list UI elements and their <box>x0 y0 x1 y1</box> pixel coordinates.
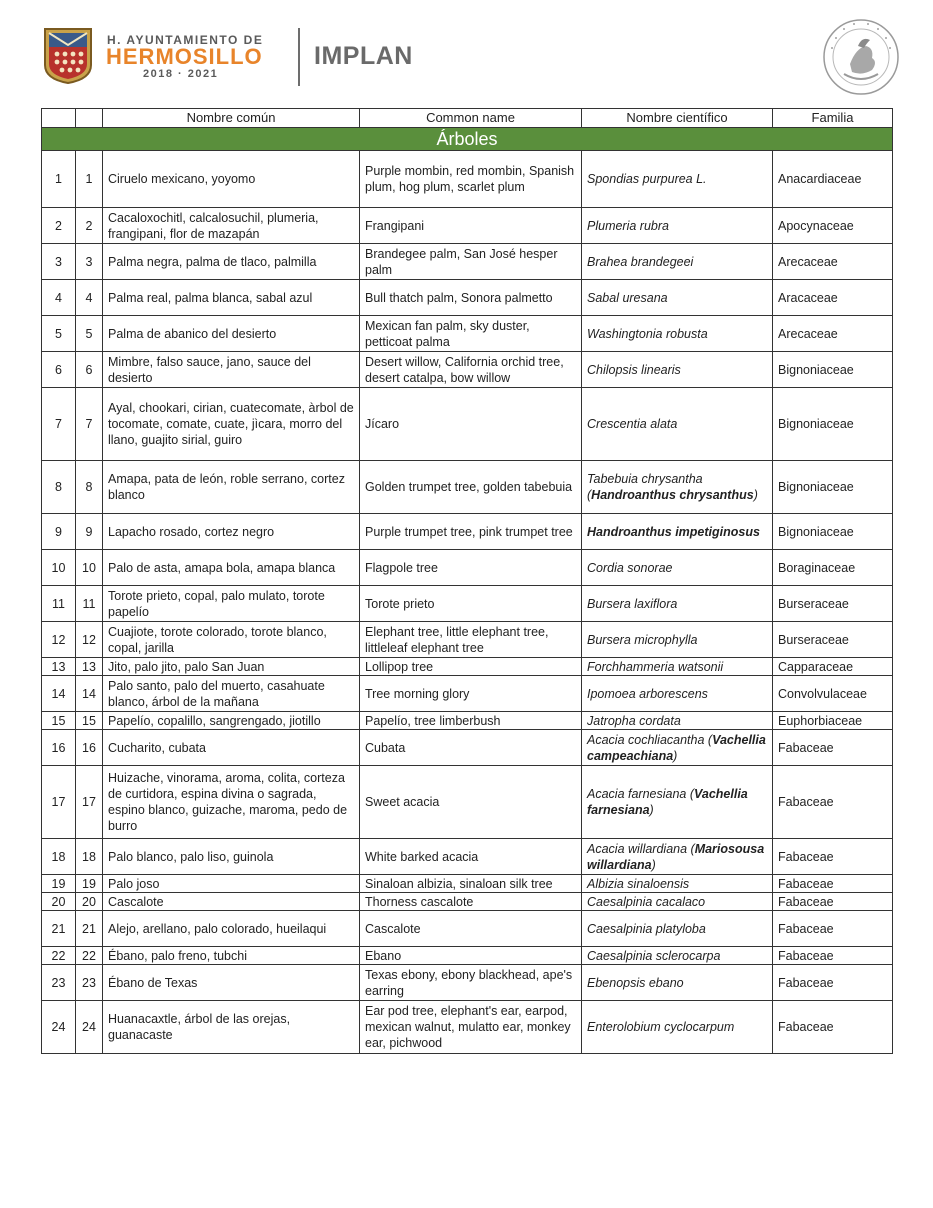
row-index: 20 <box>42 893 76 911</box>
common-name-cell: Cubata <box>360 730 582 766</box>
table-row <box>42 965 893 1001</box>
table-row <box>42 280 893 316</box>
city-name: HERMOSILLO <box>106 44 263 69</box>
familia-cell: Bignoniaceae <box>773 388 893 461</box>
nombre-cientifico-cell <box>582 461 773 514</box>
table-row <box>42 893 893 911</box>
nombre-comun-cell: Torote prieto, copal, palo mulato, torote papelío <box>103 586 360 622</box>
common-name-cell: Ebano <box>360 947 582 965</box>
scientific-name: Cordia sonorae <box>587 560 673 575</box>
row-number: 17 <box>76 766 103 839</box>
common-name-cell: Cascalote <box>360 911 582 947</box>
row-index: 16 <box>42 730 76 766</box>
familia-cell: Burseraceae <box>773 622 893 658</box>
page-header <box>0 0 933 100</box>
row-index: 22 <box>42 947 76 965</box>
nombre-comun-cell: Ébano de Texas <box>103 965 360 1001</box>
col-header-number <box>76 109 103 128</box>
familia-cell: Capparaceae <box>773 658 893 676</box>
common-name-cell: White barked acacia <box>360 839 582 875</box>
row-index: 19 <box>42 875 76 893</box>
common-name-cell: Sinaloan albizia, sinaloan silk tree <box>360 875 582 893</box>
scientific-name: Chilopsis linearis <box>587 362 681 377</box>
familia-cell: Convolvulaceae <box>773 676 893 712</box>
table-row <box>42 766 893 839</box>
nombre-comun-cell: Palma de abanico del desierto <box>103 316 360 352</box>
nombre-cientifico-cell <box>582 893 773 911</box>
row-number: 4 <box>76 280 103 316</box>
common-name-cell: Purple trumpet tree, pink trumpet tree <box>360 514 582 550</box>
header-divider <box>298 28 300 86</box>
scientific-name: Acacia willardiana ( <box>587 841 695 856</box>
scientific-name: Washingtonia robusta <box>587 326 708 341</box>
nombre-comun-cell: Papelío, copalillo, sangrengado, jiotillo <box>103 712 360 730</box>
table-row <box>42 352 893 388</box>
scientific-name: Acacia farnesiana ( <box>587 787 695 801</box>
common-name-cell: Sweet acacia <box>360 766 582 839</box>
familia-cell: Fabaceae <box>773 965 893 1001</box>
row-number: 7 <box>76 388 103 461</box>
nombre-cientifico-cell <box>582 911 773 947</box>
row-number: 12 <box>76 622 103 658</box>
nombre-cientifico-cell <box>582 875 773 893</box>
nombre-cientifico-cell <box>582 965 773 1001</box>
row-index: 1 <box>42 151 76 208</box>
row-number: 19 <box>76 875 103 893</box>
row-number: 5 <box>76 316 103 352</box>
nombre-comun-cell: Palo santo, palo del muerto, casahuate blanco, árbol de la mañana <box>103 676 360 712</box>
nombre-comun-cell: Ayal, chookari, cirian, cuatecomate, àrbol de tocomate, comate, cuate, jìcara, morro del llano, guajito sirial, guiro <box>103 388 360 461</box>
table-header-row <box>42 109 893 128</box>
nombre-comun-cell: Cascalote <box>103 893 360 911</box>
table-row <box>42 658 893 676</box>
section-row <box>42 128 893 151</box>
section-title: Árboles <box>42 128 893 151</box>
nombre-comun-cell: Alejo, arellano, palo colorado, hueilaqui <box>103 911 360 947</box>
row-number: 13 <box>76 658 103 676</box>
row-index: 4 <box>42 280 76 316</box>
nombre-cientifico-cell <box>582 316 773 352</box>
row-number: 2 <box>76 208 103 244</box>
table-row <box>42 947 893 965</box>
familia-cell: Fabaceae <box>773 766 893 839</box>
scientific-name: Bursera microphylla <box>587 632 698 647</box>
row-index: 11 <box>42 586 76 622</box>
scientific-name-tail: ) <box>673 748 678 763</box>
common-name-cell: Frangipani <box>360 208 582 244</box>
ayuntamiento-title: H. AYUNTAMIENTO DE <box>107 33 264 47</box>
nombre-cientifico-cell <box>582 947 773 965</box>
scientific-synonym: Mariosousa willardiana <box>587 841 765 872</box>
common-name-cell: Bull thatch palm, Sonora palmetto <box>360 280 582 316</box>
nombre-comun-cell: Palma real, palma blanca, sabal azul <box>103 280 360 316</box>
row-number: 21 <box>76 911 103 947</box>
scientific-name-tail: ) <box>651 857 656 872</box>
table-row <box>42 514 893 550</box>
scientific-name: Ebenopsis ebano <box>587 975 684 990</box>
row-number: 23 <box>76 965 103 1001</box>
row-number: 22 <box>76 947 103 965</box>
scientific-name: Sabal uresana <box>587 290 668 305</box>
familia-cell: Bignoniaceae <box>773 514 893 550</box>
row-number: 9 <box>76 514 103 550</box>
common-name-cell: Thorness cascalote <box>360 893 582 911</box>
nombre-cientifico-cell <box>582 244 773 280</box>
species-table <box>41 108 893 1054</box>
nombre-comun-cell: Palo de asta, amapa bola, amapa blanca <box>103 550 360 586</box>
scientific-name: Jatropha cordata <box>587 713 681 728</box>
scientific-synonym: Vachellia campeachiana <box>587 732 766 763</box>
nombre-cientifico-cell <box>582 622 773 658</box>
table-row <box>42 875 893 893</box>
nombre-comun-cell: Cacaloxochitl, calcalosuchil, plumeria, frangipani, flor de mazapán <box>103 208 360 244</box>
common-name-cell: Purple mombin, red mombin, Spanish plum, hog plum, scarlet plum <box>360 151 582 208</box>
row-number: 14 <box>76 676 103 712</box>
scientific-name: Tabebuia chrysantha ( <box>587 472 703 502</box>
row-index: 17 <box>42 766 76 839</box>
nombre-cientifico-cell <box>582 1001 773 1054</box>
nombre-cientifico-cell <box>582 514 773 550</box>
table-row <box>42 244 893 280</box>
row-index: 6 <box>42 352 76 388</box>
table-row <box>42 839 893 875</box>
familia-cell: Fabaceae <box>773 875 893 893</box>
row-index: 2 <box>42 208 76 244</box>
administration-years: 2018 · 2021 <box>143 68 219 80</box>
familia-cell: Fabaceae <box>773 893 893 911</box>
row-index: 24 <box>42 1001 76 1054</box>
row-index: 7 <box>42 388 76 461</box>
common-name-cell: Texas ebony, ebony blackhead, ape's earring <box>360 965 582 1001</box>
common-name-cell: Mexican fan palm, sky duster, petticoat palma <box>360 316 582 352</box>
row-number: 3 <box>76 244 103 280</box>
row-index: 5 <box>42 316 76 352</box>
col-header-familia: Familia <box>773 109 893 128</box>
scientific-name: Forchhammeria watsonii <box>587 659 724 674</box>
col-header-nombre-cientifico: Nombre científico <box>582 109 773 128</box>
nombre-comun-cell: Lapacho rosado, cortez negro <box>103 514 360 550</box>
table-row <box>42 388 893 461</box>
scientific-name: Spondias purpurea L. <box>587 172 707 186</box>
row-number: 16 <box>76 730 103 766</box>
nombre-cientifico-cell <box>582 388 773 461</box>
row-number: 11 <box>76 586 103 622</box>
familia-cell: Arecaceae <box>773 244 893 280</box>
nombre-comun-cell: Mimbre, falso sauce, jano, sauce del desierto <box>103 352 360 388</box>
familia-cell: Bignoniaceae <box>773 461 893 514</box>
scientific-name: Bursera laxiflora <box>587 596 678 611</box>
scientific-name: Enterolobium cyclocarpum <box>587 1020 735 1034</box>
scientific-name: Plumeria rubra <box>587 218 669 233</box>
scientific-name: Ipomoea arborescens <box>587 686 708 701</box>
row-index: 23 <box>42 965 76 1001</box>
table-row <box>42 586 893 622</box>
table-row <box>42 622 893 658</box>
scientific-name: Acacia cochliacantha ( <box>587 732 713 747</box>
nombre-comun-cell: Palo joso <box>103 875 360 893</box>
nombre-cientifico-cell <box>582 208 773 244</box>
row-index: 13 <box>42 658 76 676</box>
common-name-cell: Golden trumpet tree, golden tabebuia <box>360 461 582 514</box>
common-name-cell: Lollipop tree <box>360 658 582 676</box>
familia-cell: Anacardiaceae <box>773 151 893 208</box>
nombre-comun-cell: Huanacaxtle, árbol de las orejas, guanacaste <box>103 1001 360 1054</box>
row-number: 10 <box>76 550 103 586</box>
nombre-cientifico-cell <box>582 712 773 730</box>
common-name-cell: Flagpole tree <box>360 550 582 586</box>
nombre-cientifico-cell <box>582 550 773 586</box>
scientific-synonym: Vachellia farnesiana <box>587 787 748 817</box>
row-number: 8 <box>76 461 103 514</box>
familia-cell: Apocynaceae <box>773 208 893 244</box>
table-row <box>42 461 893 514</box>
familia-cell: Fabaceae <box>773 947 893 965</box>
table-row <box>42 151 893 208</box>
nombre-comun-cell: Huizache, vinorama, aroma, colita, corteza de curtidora, espina divina o sagrada, espino blanco, guizache, maroma, pedo de burro <box>103 766 360 839</box>
familia-cell: Fabaceae <box>773 911 893 947</box>
row-index: 8 <box>42 461 76 514</box>
col-header-index <box>42 109 76 128</box>
table-row <box>42 730 893 766</box>
nombre-comun-cell: Palma negra, palma de tlaco, palmilla <box>103 244 360 280</box>
row-index: 21 <box>42 911 76 947</box>
common-name-cell: Elephant tree, little elephant tree, littleleaf elephant tree <box>360 622 582 658</box>
nombre-cientifico-cell <box>582 839 773 875</box>
scientific-name: Caesalpinia sclerocarpa <box>587 948 721 963</box>
row-index: 18 <box>42 839 76 875</box>
table-row <box>42 208 893 244</box>
row-index: 3 <box>42 244 76 280</box>
scientific-name-tail: ) <box>753 488 758 502</box>
common-name-cell: Torote prieto <box>360 586 582 622</box>
scientific-name-tail: ) <box>649 803 654 817</box>
common-name-cell: Desert willow, California orchid tree, desert catalpa, bow willow <box>360 352 582 388</box>
familia-cell: Boraginaceae <box>773 550 893 586</box>
nombre-comun-cell: Palo blanco, palo liso, guinola <box>103 839 360 875</box>
familia-cell: Fabaceae <box>773 839 893 875</box>
nombre-comun-cell: Ébano, palo freno, tubchi <box>103 947 360 965</box>
row-index: 12 <box>42 622 76 658</box>
scientific-synonym: Handroanthus impetiginosus <box>587 524 760 539</box>
familia-cell: Aracaceae <box>773 280 893 316</box>
row-number: 24 <box>76 1001 103 1054</box>
common-name-cell: Papelío, tree limberbush <box>360 712 582 730</box>
common-name-cell: Tree morning glory <box>360 676 582 712</box>
nombre-cientifico-cell <box>582 151 773 208</box>
nombre-cientifico-cell <box>582 730 773 766</box>
table-row <box>42 911 893 947</box>
scientific-name: Brahea brandegeei <box>587 254 694 269</box>
familia-cell: Arecaceae <box>773 316 893 352</box>
row-index: 10 <box>42 550 76 586</box>
scientific-name: Crescentia alata <box>587 417 678 431</box>
nombre-comun-cell: Ciruelo mexicano, yoyomo <box>103 151 360 208</box>
nombre-cientifico-cell <box>582 676 773 712</box>
table-row <box>42 712 893 730</box>
hermosillo-crest-logo <box>43 27 93 85</box>
familia-cell: Burseraceae <box>773 586 893 622</box>
col-header-nombre-comun: Nombre común <box>103 109 360 128</box>
nombre-comun-cell: Jito, palo jito, palo San Juan <box>103 658 360 676</box>
familia-cell: Fabaceae <box>773 1001 893 1054</box>
nombre-cientifico-cell <box>582 658 773 676</box>
row-number: 18 <box>76 839 103 875</box>
familia-cell: Fabaceae <box>773 730 893 766</box>
table-row <box>42 676 893 712</box>
scientific-synonym: Handroanthus chrysanthus <box>591 488 754 502</box>
implan-logo: IMPLAN <box>314 42 413 70</box>
mexico-national-seal-icon <box>822 18 900 96</box>
nombre-cientifico-cell <box>582 280 773 316</box>
nombre-cientifico-cell <box>582 766 773 839</box>
table-row <box>42 316 893 352</box>
nombre-cientifico-cell <box>582 586 773 622</box>
scientific-name: Albizia sinaloensis <box>587 876 690 891</box>
nombre-comun-cell: Cucharito, cubata <box>103 730 360 766</box>
row-index: 14 <box>42 676 76 712</box>
table-row <box>42 550 893 586</box>
nombre-comun-cell: Cuajiote, torote colorado, torote blanco, copal, jarilla <box>103 622 360 658</box>
table-row <box>42 1001 893 1054</box>
row-index: 9 <box>42 514 76 550</box>
familia-cell: Euphorbiaceae <box>773 712 893 730</box>
row-index: 15 <box>42 712 76 730</box>
familia-cell: Bignoniaceae <box>773 352 893 388</box>
nombre-comun-cell: Amapa, pata de león, roble serrano, cortez blanco <box>103 461 360 514</box>
scientific-name: Caesalpinia cacalaco <box>587 894 706 909</box>
nombre-cientifico-cell <box>582 352 773 388</box>
row-number: 1 <box>76 151 103 208</box>
col-header-common-name: Common name <box>360 109 582 128</box>
row-number: 6 <box>76 352 103 388</box>
scientific-name: Caesalpinia platyloba <box>587 921 706 936</box>
row-number: 15 <box>76 712 103 730</box>
common-name-cell: Brandegee palm, San José hesper palm <box>360 244 582 280</box>
common-name-cell: Jícaro <box>360 388 582 461</box>
row-number: 20 <box>76 893 103 911</box>
common-name-cell: Ear pod tree, elephant's ear, earpod, mexican walnut, mulatto ear, monkey ear, pichwood <box>360 1001 582 1054</box>
